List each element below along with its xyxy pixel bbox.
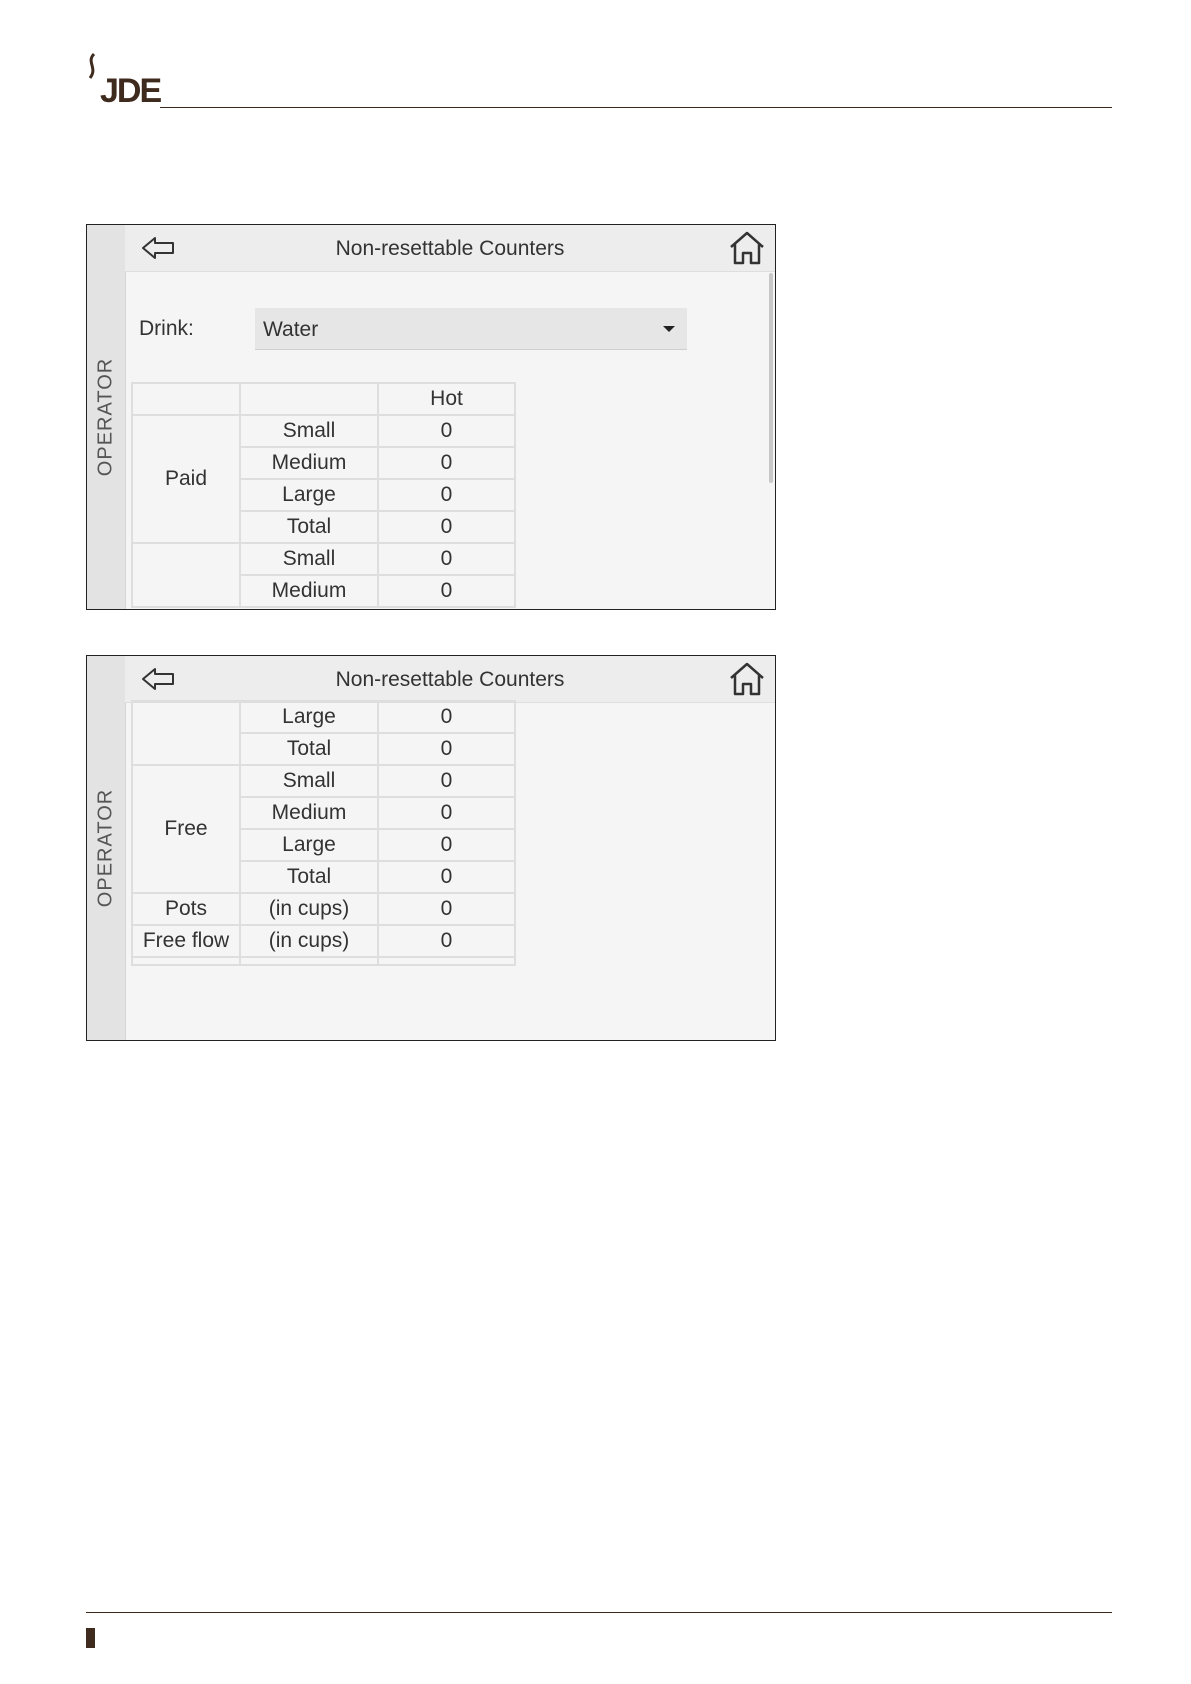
drink-select[interactable] — [255, 308, 687, 350]
size-cell: Small — [240, 765, 378, 797]
topbar — [125, 225, 775, 272]
home-button[interactable] — [727, 229, 767, 267]
count-cell: 0 — [378, 925, 515, 957]
size-cell: Medium — [240, 797, 378, 829]
operator-side-tab[interactable] — [87, 225, 126, 609]
count-cell: 0 — [378, 829, 515, 861]
category-cell-paid: Paid — [132, 415, 240, 543]
footer-rule — [86, 1612, 1112, 1613]
table-row — [132, 925, 515, 957]
table-row — [132, 957, 515, 965]
jde-logo — [84, 52, 161, 112]
footer-mark — [86, 1628, 95, 1648]
counters-screen-1 — [86, 224, 776, 610]
count-cell: 0 — [378, 447, 515, 479]
table-row — [132, 543, 515, 575]
count-cell: 0 — [378, 861, 515, 893]
side-tab-label: OPERATOR — [94, 357, 117, 477]
category-cell — [132, 701, 240, 765]
scrollbar[interactable] — [769, 273, 773, 483]
counters-table — [131, 382, 516, 608]
header-cell — [240, 383, 378, 415]
size-cell: Large — [240, 829, 378, 861]
category-cell-pots: Pots — [132, 893, 240, 925]
table-row — [132, 701, 515, 733]
table-header-row — [132, 383, 515, 415]
count-cell: 0 — [378, 797, 515, 829]
page-title: Non-resettable Counters — [335, 668, 565, 691]
table-row — [132, 415, 515, 447]
page-header — [0, 0, 1191, 120]
home-icon — [727, 229, 767, 267]
count-cell: 0 — [378, 479, 515, 511]
count-cell: 0 — [378, 415, 515, 447]
side-tab-label: OPERATOR — [94, 788, 117, 908]
header-cell-hot: Hot — [378, 383, 515, 415]
count-cell: 0 — [378, 511, 515, 543]
size-cell: Total — [240, 861, 378, 893]
empty-cell — [378, 957, 515, 965]
size-cell: Small — [240, 415, 378, 447]
category-cell — [132, 543, 240, 607]
count-cell: 0 — [378, 733, 515, 765]
size-cell: Small — [240, 543, 378, 575]
drink-label: Drink: — [139, 317, 194, 340]
table-row — [132, 765, 515, 797]
size-cell: Large — [240, 479, 378, 511]
count-cell: 0 — [378, 575, 515, 607]
empty-cell — [132, 957, 240, 965]
page-title: Non-resettable Counters — [335, 237, 565, 260]
category-cell-free-flow: Free flow — [132, 925, 240, 957]
empty-cell — [240, 957, 378, 965]
counters-screen-2 — [86, 655, 776, 1041]
dropdown-arrow-icon — [663, 326, 675, 332]
header-rule — [160, 107, 1112, 108]
count-cell: 0 — [378, 765, 515, 797]
count-cell: 0 — [378, 543, 515, 575]
home-button[interactable] — [727, 660, 767, 698]
drink-select-value: Water — [263, 318, 319, 341]
size-cell: Medium — [240, 575, 378, 607]
topbar — [125, 656, 775, 703]
header-cell — [132, 383, 240, 415]
logo-text: JDE — [100, 72, 161, 110]
size-cell: Total — [240, 733, 378, 765]
unit-note-cell: (in cups) — [240, 893, 378, 925]
size-cell: Total — [240, 511, 378, 543]
counters-table — [131, 700, 516, 966]
count-cell: 0 — [378, 701, 515, 733]
unit-note-cell: (in cups) — [240, 925, 378, 957]
table-row — [132, 893, 515, 925]
category-cell-free: Free — [132, 765, 240, 893]
size-cell: Medium — [240, 447, 378, 479]
count-cell: 0 — [378, 893, 515, 925]
size-cell: Large — [240, 701, 378, 733]
home-icon — [727, 660, 767, 698]
operator-side-tab[interactable] — [87, 656, 126, 1040]
